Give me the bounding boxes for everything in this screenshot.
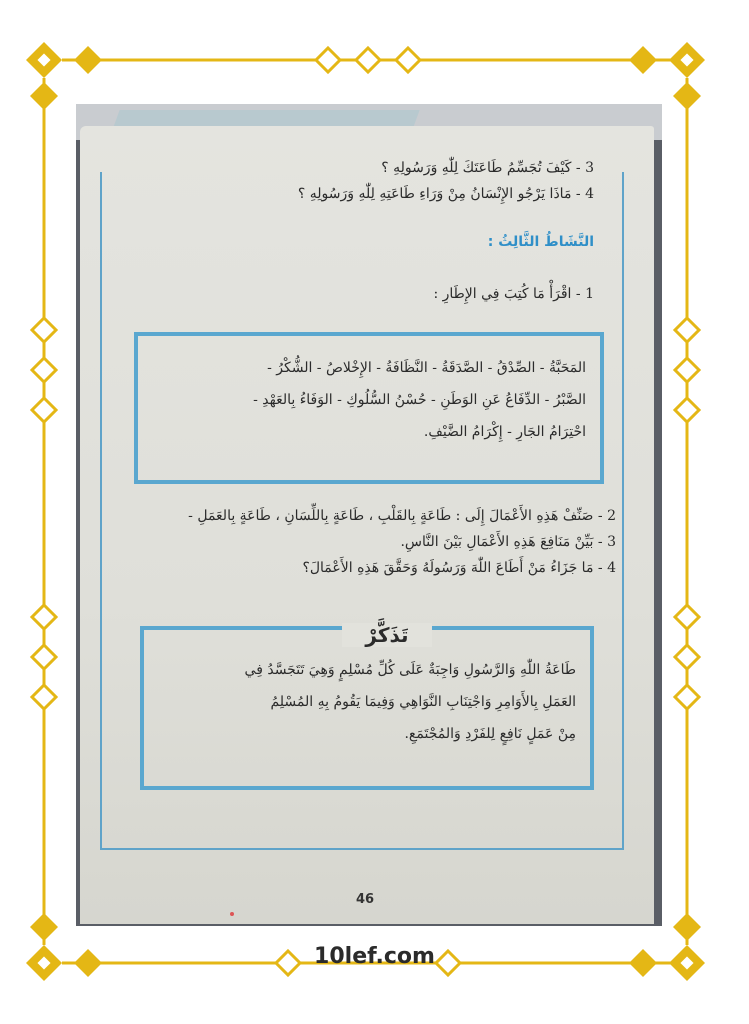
values-line: الصَّبْرُ - الدِّفَاعُ عَنِ الوَطَنِ - حُسْنُ السُّلُوكِ - الوَفَاءُ بِالعَهْدِ - xyxy=(253,392,586,408)
remember-line: العَمَلِ بِالأَوَامِرِ وَاجْتِنَابِ النَّوَاهِي وَفِيمَا يَقُومُ بِهِ المُسْلِمُ xyxy=(270,694,576,710)
question-4-top: 4 - مَاذَا يَرْجُو الإِنْسَانُ مِنْ وَرَاءِ طَاعَتِهِ لِلّٰهِ وَرَسُولِهِ ؟ xyxy=(297,186,594,202)
activity-heading: النَّشَاطُ الثَّالِثُ : xyxy=(487,234,594,250)
question-3-top: 3 - كَيْفَ تُجَسِّمُ طَاعَتَكَ لِلّٰهِ وَرَسُولِهِ ؟ xyxy=(381,160,594,176)
page-photo xyxy=(76,104,662,926)
question-3-bottom: 3 - بَيِّنْ مَنَافِعَ هَذِهِ الأَعْمَالِ بَيْنَ النَّاسِ. xyxy=(400,534,616,550)
question-2-bottom: 2 - صَنِّفْ هَذِهِ الأَعْمَالَ إِلَى : طَاعَةٍ بِالقَلْبِ ، طَاعَةٍ بِاللِّسَانِ ، طَاعَةٍ بِالعَمَلِ - xyxy=(188,508,616,524)
page-number: 46 xyxy=(356,892,375,907)
values-line: احْتِرَامُ الجَارِ - إِكْرَامُ الضَّيْفِ. xyxy=(423,424,586,440)
site-watermark: 10lef.com xyxy=(314,944,435,969)
remember-line: طَاعَةُ اللّٰهِ وَالرَّسُولِ وَاجِبَةٌ عَلَى كُلِّ مُسْلِمٍ وَهِيَ تَتَجَسَّدُ فِي xyxy=(244,662,576,678)
ink-dot xyxy=(230,912,234,916)
remember-line: مِنْ عَمَلٍ نَافِعٍ لِلفَرْدِ وَالمُجْتَمَعِ. xyxy=(404,726,576,742)
remember-box xyxy=(140,626,594,790)
textbook-page xyxy=(80,126,654,924)
values-box xyxy=(134,332,604,484)
question-4-bottom: 4 - مَا جَزَاءُ مَنْ أَطَاعَ اللّٰهَ وَرَسُولَهُ وَحَقَّقَ هَذِهِ الأَعْمَالَ؟ xyxy=(302,560,616,576)
values-line: المَحَبَّةُ - الصِّدْقُ - الصَّدَقَةُ - النَّظَافَةُ - الإِخْلاصُ - الشُّكْرُ - xyxy=(267,360,586,376)
remember-title: تَذَكَّرْ xyxy=(342,623,432,647)
activity-instruction: 1 - اقْرَأْ مَا كُتِبَ فِي الإِطَارِ : xyxy=(433,286,594,302)
